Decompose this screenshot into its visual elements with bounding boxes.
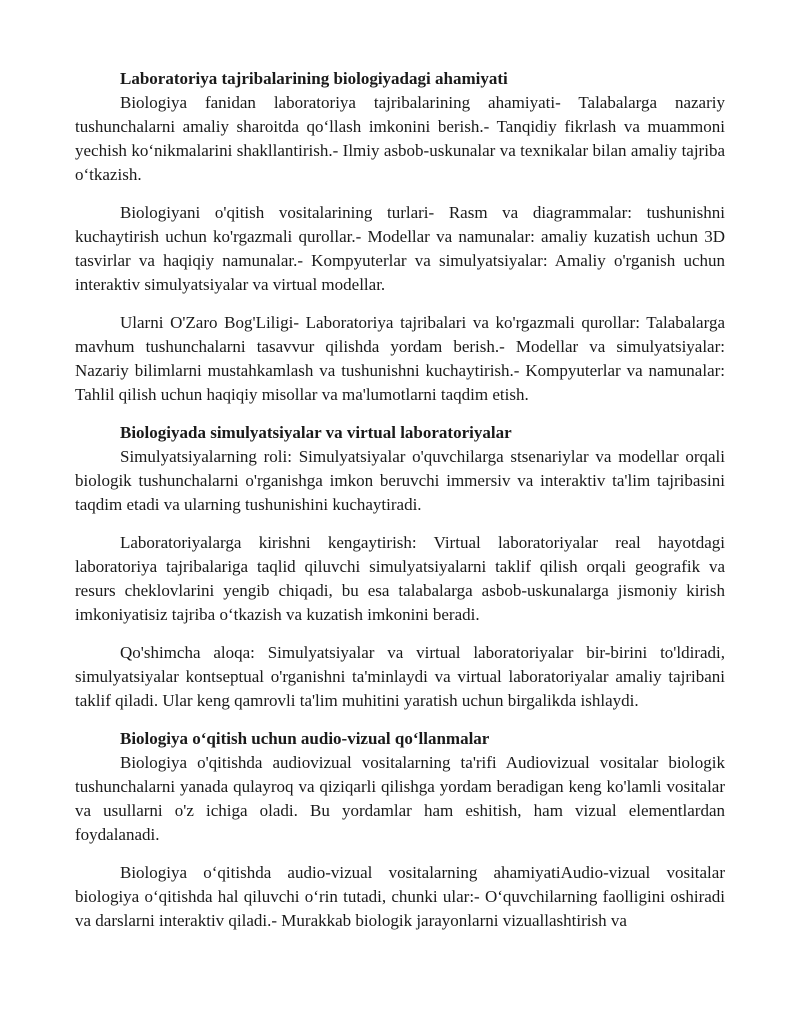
- document-page: [75, 67, 725, 933]
- section-heading: Biologiyada simulyatsiyalar va virtual laboratoriyalar: [120, 423, 512, 442]
- paragraph: Biologiya o'qitishda audiovizual vositalarning ta'rifi Audiovizual vositalar biologik tushunchalarni yanada qulayroq va qiziqarli qilishga yordam beradigan keng ko'lamli vositalar va usullarni o'z ichiga oladi. Bu yordamlar ham eshitish, ham vizual elementlardan foydalanadi.: [75, 753, 725, 844]
- section-lab-importance: [75, 67, 725, 407]
- section-audio-visual: [75, 727, 725, 933]
- section-simulations: [75, 421, 725, 713]
- paragraph: Simulyatsiyalarning roli: Simulyatsiyalar o'quvchilarga stsenariylar va modellar orqali biologik tushunchalarni o'rganishga imkon beruvchi immersiv va interaktiv ta'lim tajribasini taqdim etadi va ularning tushunishini kuchaytiradi.: [75, 447, 725, 514]
- section-heading: Biologiya o‘qitish uchun audio-vizual qo‘llanmalar: [120, 729, 490, 748]
- paragraph: Biologiya fanidan laboratoriya tajribalarining ahamiyati- Talabalarga nazariy tushunchalarni amaliy sharoitda qo‘llash imkonini berish.- Tanqidiy fikrlash va muammoni yechish ko‘nikmalarini shakllantirish.- Ilmiy asbob-uskunalar va texnikalar bilan amaliy tajriba o‘tkazish.: [75, 93, 725, 184]
- paragraph: Qo'shimcha aloqa: Simulyatsiyalar va virtual laboratoriyalar bir-birini to'ldiradi, simulyatsiyalar kontseptual o'rganishni ta'minlaydi va virtual laboratoriyalar amaliy tajribani taklif qiladi. Ular keng qamrovli ta'lim muhitini yaratish uchun birgalikda ishlaydi.: [75, 643, 725, 710]
- paragraph: Biologiyani o'qitish vositalarining turlari- Rasm va diagrammalar: tushunishni kuchaytirish uchun ko'rgazmali qurollar.- Modellar va namunalar: amaliy kuzatish uchun 3D tasvirlar va haqiqiy namunalar.- Kompyuterlar va simulyatsiyalar: Amaliy o'rganish uchun interaktiv simulyatsiyalar va virtual modellar.: [75, 203, 725, 294]
- paragraph: Biologiya o‘qitishda audio-vizual vositalarning ahamiyatiAudio-vizual vositalar biologiya o‘qitishda hal qiluvchi o‘rin tutadi, chunki ular:- O‘quvchilarning faolligini oshiradi va darslarni interaktiv qiladi.- Murakkab biologik jarayonlarni vizuallashtirish va: [75, 863, 725, 930]
- paragraph: Laboratoriyalarga kirishni kengaytirish: Virtual laboratoriyalar real hayotdagi laboratoriya tajribalariga taqlid qiluvchi simulyatsiyalarni taklif qilish orqali geografik va resurs cheklovlarini yengib chiqadi, bu esa talabalarga asbob-uskunalarga jismoniy kirish imkoniyatisiz tajriba o‘tkazish va kuzatish imkonini beradi.: [75, 533, 725, 624]
- section-heading: Laboratoriya tajribalarining biologiyadagi ahamiyati: [120, 69, 508, 88]
- paragraph: Ularni O'Zaro Bog'Liligi- Laboratoriya tajribalari va ko'rgazmali qurollar: Talabalarga mavhum tushunchalarni tasavvur qilishda yordam berish.- Modellar va simulyatsiyalar: Nazariy bilimlarni mustahkamlash va tushunishni kuchaytirish.- Kompyuterlar va namunalar: Tahlil qilish uchun haqiqiy misollar va ma'lumotlarni taqdim etish.: [75, 313, 725, 404]
